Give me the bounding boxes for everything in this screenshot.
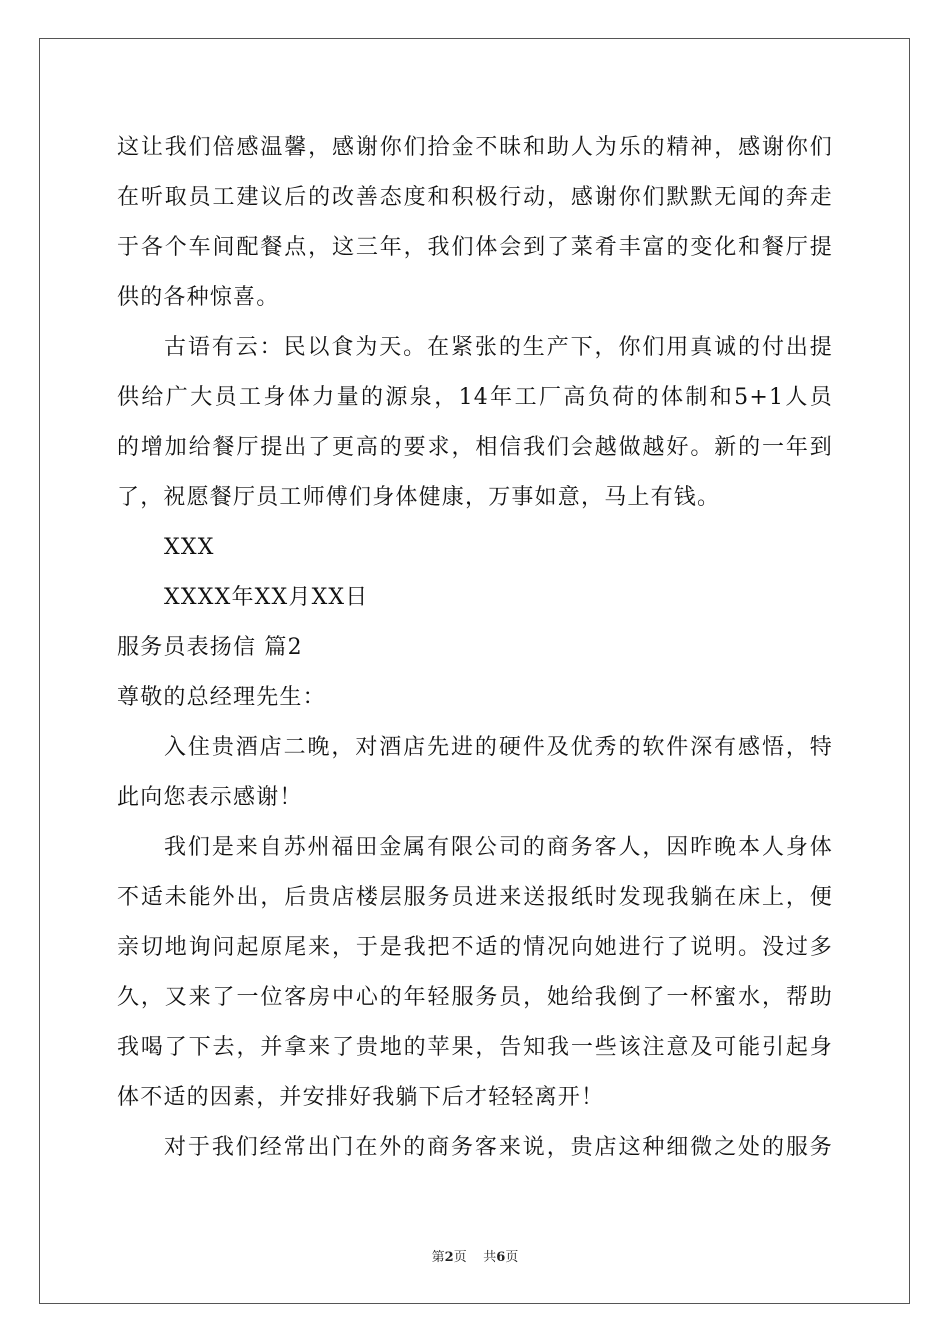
paragraph-line: 我喝了下去，并拿来了贵地的苹果，告知我一些该注意及可能引起身 [117, 1035, 833, 1060]
page-number: 2 [444, 1250, 454, 1265]
salutation: 尊敬的总经理先生： [117, 685, 326, 710]
paragraph-line: 入住贵酒店二晚，对酒店先进的硬件及优秀的软件深有感悟，特 [164, 735, 833, 760]
signature: XXX [164, 535, 215, 560]
paragraph-line: 不适未能外出，后贵店楼层服务员进来送报纸时发现我躺在床上，便 [117, 885, 833, 910]
page-footer [0, 1246, 950, 1265]
total-pages: 6 [496, 1250, 506, 1265]
paragraph-line: 的增加给餐厅提出了更高的要求，相信我们会越做越好。新的一年到 [117, 435, 833, 460]
total-prefix: 共 [483, 1250, 497, 1265]
section-title: 服务员表扬信 篇2 [117, 635, 303, 660]
paragraph-line: 于各个车间配餐点，这三年，我们体会到了菜肴丰富的变化和餐厅提 [117, 235, 833, 260]
paragraph-line: 这让我们倍感温馨，感谢你们拾金不昧和助人为乐的精神，感谢你们 [117, 135, 833, 160]
page-suffix: 页 [453, 1250, 467, 1265]
paragraph-line: 在听取员工建议后的改善态度和积极行动，感谢你们默默无闻的奔走 [117, 185, 833, 210]
paragraph-line: 供给广大员工身体力量的源泉，14年工厂高负荷的体制和5+1人员 [117, 385, 833, 410]
page-prefix: 第 [431, 1250, 445, 1265]
paragraph-line: 此向您表示感谢！ [117, 785, 303, 810]
paragraph-line: 亲切地询问起原尾来，于是我把不适的情况向她进行了说明。没过多 [117, 935, 833, 960]
paragraph-line: 久，又来了一位客房中心的年轻服务员，她给我倒了一杯蜜水，帮助 [117, 985, 833, 1010]
paragraph-line: 我们是来自苏州福田金属有限公司的商务客人，因昨晚本人身体 [164, 835, 833, 860]
letter-date: XXXX年XX月XX日 [164, 585, 369, 610]
total-suffix: 页 [505, 1250, 519, 1265]
paragraph-line: 体不适的因素，并安排好我躺下后才轻轻离开！ [117, 1085, 605, 1110]
paragraph-line: 了，祝愿餐厅员工师傅们身体健康，万事如意，马上有钱。 [117, 485, 721, 510]
paragraph-line: 古语有云：民以食为天。在紧张的生产下，你们用真诚的付出提 [164, 335, 833, 360]
paragraph-line: 供的各种惊喜。 [117, 285, 280, 310]
paragraph-line: 对于我们经常出门在外的商务客来说，贵店这种细微之处的服务 [164, 1135, 833, 1160]
document-body [117, 123, 833, 1173]
